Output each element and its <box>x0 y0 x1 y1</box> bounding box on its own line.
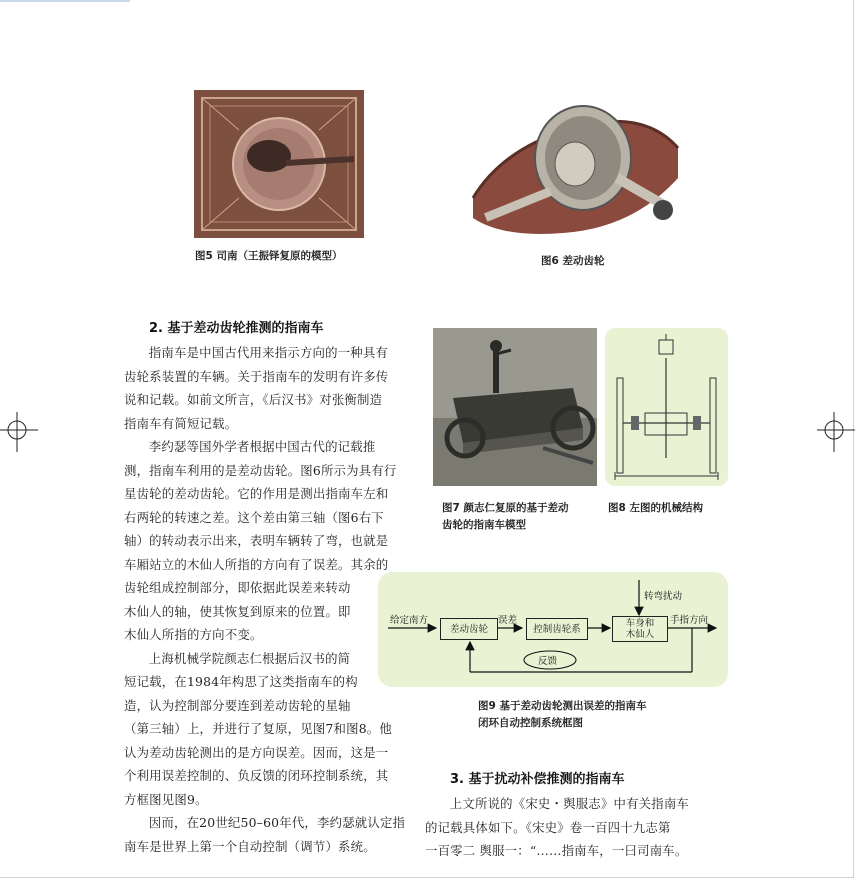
figure-7-caption-line1: 图7 颜志仁复原的基于差动 <box>442 502 569 514</box>
s2-line: 齿轮系装置的车辆。关于指南车的发明有许多传 <box>124 368 389 384</box>
figure-6-caption: 图6 差动齿轮 <box>541 255 605 267</box>
block-body-line1: 车身和 <box>625 618 655 629</box>
figure-7-caption-line2: 齿轮的指南车模型 <box>442 519 526 531</box>
s2-line: 说和记载。如前文所言，《后汉书》对张衡制造 <box>124 392 383 407</box>
block-differential-gear: 差动齿轮 <box>440 618 498 640</box>
s2-line: 木仙人的轴，使其恢复到原来的位置。即 <box>124 603 351 619</box>
section-2-body <box>124 341 416 858</box>
s2-line: 轴）的转动表示出来，表明车辆转了弯，也就是 <box>124 533 389 548</box>
south-pointing-chariot-photo <box>433 328 597 486</box>
s2-line: 个利用误差控制的、负反馈的闭环控制系统，其 <box>124 768 389 783</box>
s2-line: 测，指南车利用的是差动齿轮。图6所示为具有行 <box>124 462 397 478</box>
s3-line: 一百零二 舆服一：“……指南车，一曰司南车。 <box>425 843 688 858</box>
s2-line: 指南车是中国古代用来指示方向的一种具有 <box>148 345 389 360</box>
figure-5-sinan-image <box>194 90 364 238</box>
label-turn-disturbance: 转弯扰动 <box>644 591 683 602</box>
s2-line: 星齿轮的差动齿轮。它的作用是测出指南车左和 <box>124 486 389 501</box>
figure-9-caption-line1: 图9 基于差动齿轮测出误差的指南车 <box>478 700 647 712</box>
figure-8-caption: 图8 左图的机械结构 <box>608 502 703 514</box>
s2-line: 李约瑟等国外学者根据中国古代的记载推 <box>148 439 376 454</box>
label-output-direction: 手指方向 <box>670 615 709 626</box>
s2-line: 上海机械学院颜志仁根据后汉书的简 <box>148 650 351 666</box>
sinan-illustration <box>194 90 364 238</box>
figure-5-caption: 图5 司南（王振铎复原的模型） <box>195 250 343 262</box>
figure-9-block-diagram <box>378 572 728 687</box>
section-3-body <box>425 792 720 863</box>
figure-8-mechanism-drawing <box>605 328 728 486</box>
block-body-and-immortal <box>612 616 668 642</box>
s2-line: 因而，在20世纪50–60年代，李约瑟就认定指 <box>148 815 406 830</box>
s2-line: 齿轮组成控制部分，即依据此误差来转动 <box>124 580 351 595</box>
s2-line: （第三轴）上，并进行了复原，见图7和图8。他 <box>124 721 392 736</box>
top-bar <box>0 0 130 2</box>
s2-line: 短记载，在1984年构思了这类指南车的构 <box>124 674 358 689</box>
s2-line: 南车是世界上第一个自动控制（调节）系统。 <box>124 838 376 854</box>
figure-9-caption-line2: 闭环自动控制系统框图 <box>478 717 583 729</box>
s2-line: 车厢站立的木仙人所指的方向有了误差。其余的 <box>124 556 389 572</box>
registration-mark-left <box>0 412 40 452</box>
s2-line: 方框图见图9。 <box>124 791 208 807</box>
s3-line: 上文所说的《宋史・舆服志》中有关指南车 <box>449 796 690 811</box>
s2-line: 右两轮的转速之差。这个差由第三轴（图6右下 <box>124 509 384 525</box>
s2-line: 认为差动齿轮测出的是方向误差。因而，这是一 <box>124 744 389 760</box>
section-3-heading: 3. 基于扰动补偿推测的指南车 <box>450 772 625 787</box>
s2-line: 指南车有简短记载。 <box>124 415 238 431</box>
s2-line: 木仙人所指的方向不变。 <box>124 627 263 642</box>
s3-line: 的记载具体如下。《宋史》卷一百四十九志第 <box>425 819 671 835</box>
label-input-south: 给定南方 <box>390 615 429 626</box>
differential-gear-illustration <box>463 88 685 242</box>
mechanism-schematic <box>605 328 728 486</box>
label-error: 误差 <box>498 615 518 626</box>
section-2-heading: 2. 基于差动齿轮推测的指南车 <box>149 321 324 336</box>
figure-7-model-photo <box>433 328 597 486</box>
block-control-gear-train: 控制齿轮系 <box>526 618 588 640</box>
registration-mark-right <box>815 412 855 452</box>
block-body-line2: 木仙人 <box>625 629 655 640</box>
figure-6-differential-gear-image <box>463 88 685 242</box>
s2-line: 造，认为控制部分要连到差动齿轮的星轴 <box>124 697 351 713</box>
label-feedback: 反馈 <box>538 656 558 667</box>
